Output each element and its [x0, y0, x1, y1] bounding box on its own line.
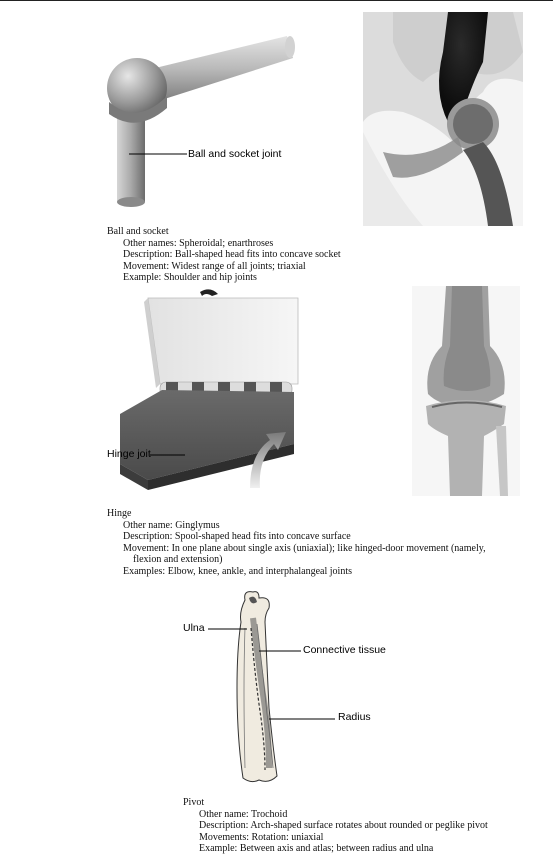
callout-radius: Radius — [338, 711, 371, 723]
pivot-description-line: Description: Arch-shaped surface rotates about rounded or peglike pivot — [199, 820, 488, 832]
ball-socket-example: Example: Shoulder and hip joints — [123, 272, 257, 284]
callout-hinge-joint: Hinge joit — [107, 448, 151, 460]
pivot-example: Example: Between axis and atlas; between radius and ulna — [199, 843, 434, 855]
radius-ulna-illustration — [225, 588, 295, 788]
callout-ball-socket-joint: Ball and socket joint — [188, 148, 282, 160]
ball-socket-heading: Ball and socket — [107, 226, 169, 237]
ball-socket-other-names: Other names: Spheroidal; enarthroses — [123, 237, 274, 249]
radius-leader-ext — [295, 710, 335, 730]
hinge-model-illustration — [100, 284, 315, 496]
connective-leader-ext — [295, 642, 301, 662]
pivot-movements: Movements: Rotation: uniaxial — [199, 831, 324, 843]
hinge-movement-cont: flexion and extension) — [133, 554, 223, 566]
hinge-examples: Examples: Elbow, knee, ankle, and interphalangeal joints — [123, 565, 353, 577]
hinge-movement: Movement: In one plane about single axis (uniaxial); like hinged-door movement (namely, — [123, 542, 486, 554]
hinge-heading: Hinge — [107, 508, 132, 519]
pivot-heading: Pivot — [183, 797, 205, 808]
callout-ulna: Ulna — [183, 622, 205, 634]
hinge-description — [107, 508, 486, 578]
ball-socket-model-illustration — [95, 30, 305, 210]
hinge-description-line: Description: Spool-shaped head fits into concave surface — [123, 531, 351, 543]
ball-socket-movement: Movement: Widest range of all joints; triaxial — [123, 260, 306, 272]
pivot-other-name: Other name: Trochoid — [199, 808, 288, 820]
page-top-rule — [0, 0, 553, 1]
hip-xray-image — [363, 12, 523, 226]
callout-connective-tissue: Connective tissue — [303, 644, 386, 656]
ball-socket-description-line: Description: Ball-shaped head fits into concave socket — [123, 249, 341, 261]
pivot-description — [183, 797, 488, 855]
ulna-leader-ext — [208, 620, 228, 640]
knee-xray-image — [412, 286, 520, 496]
hinge-other-name: Other name: Ginglymus — [123, 519, 220, 531]
ball-socket-description — [107, 226, 341, 284]
